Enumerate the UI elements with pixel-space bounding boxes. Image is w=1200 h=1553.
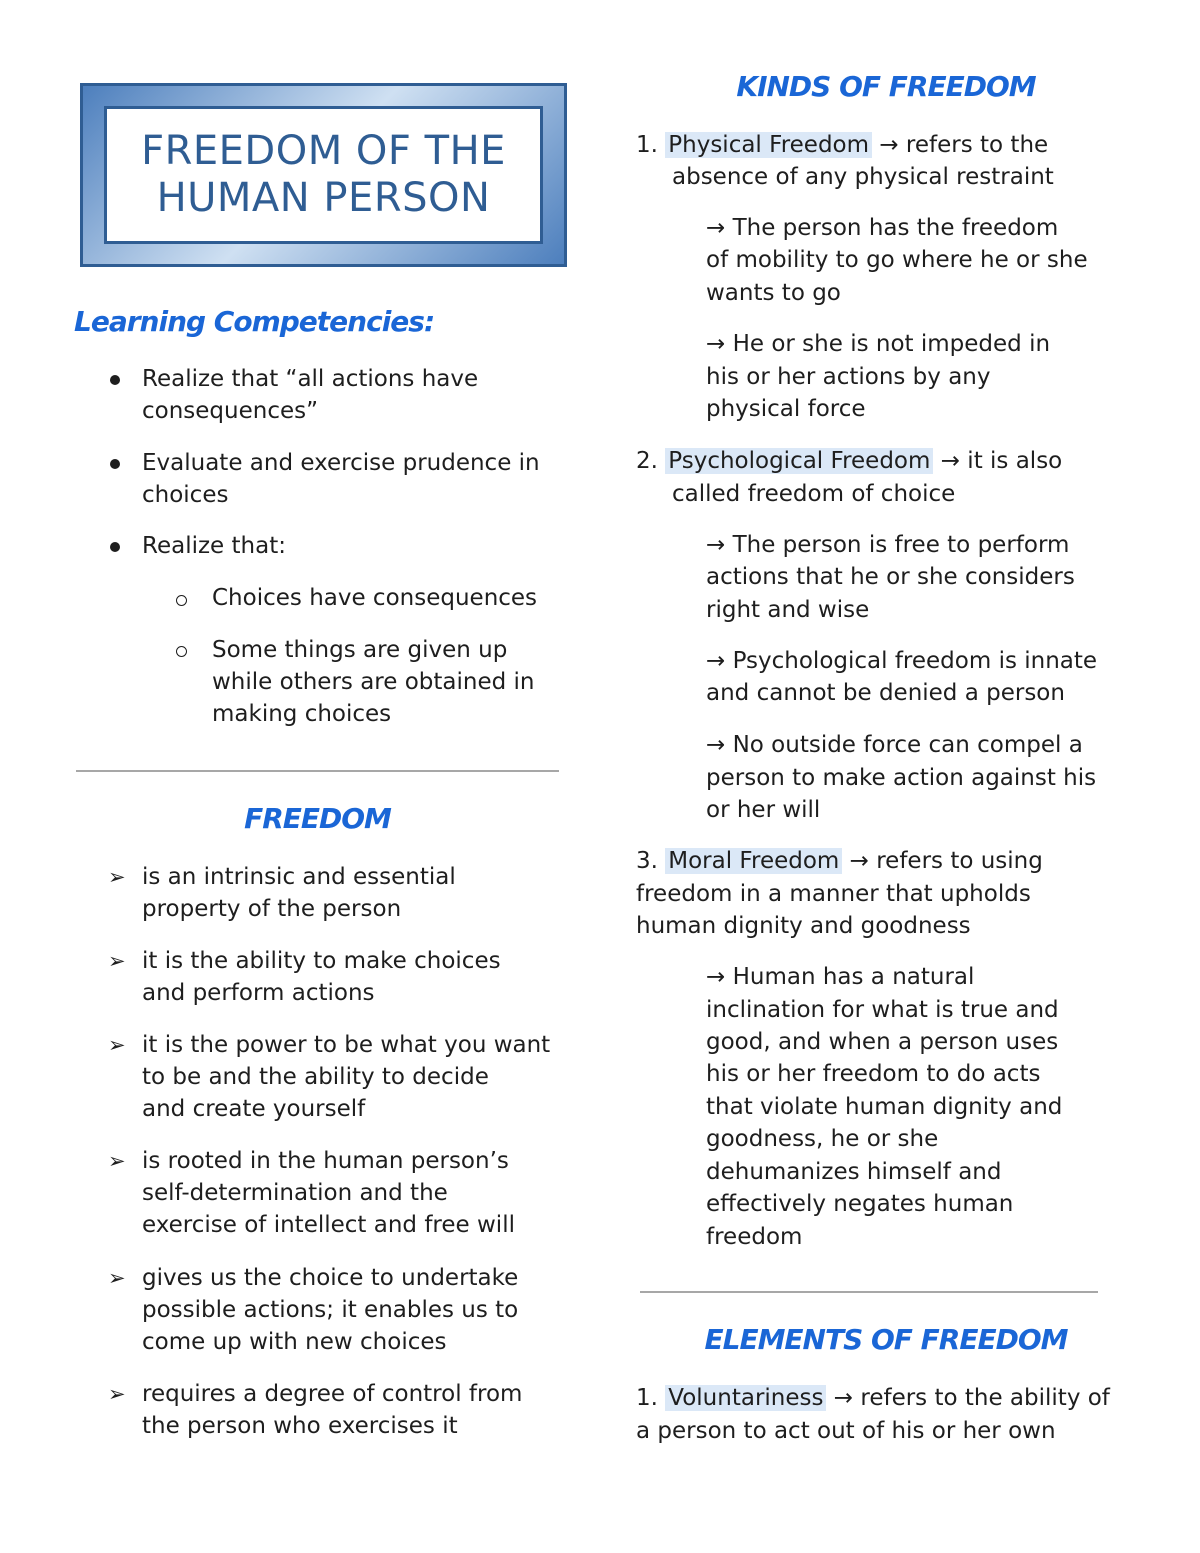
freedom-point-5-line-3: come up with new choices [142,1329,447,1355]
moral-sub-line-5: that violate human dignity and [706,1094,1063,1120]
freedom-point-1-line-1: is an intrinsic and essential [142,864,456,890]
moral-sub-line-9: freedom [706,1224,803,1250]
arrowhead-bullet-icon: ➢ [108,1033,126,1057]
physical-sub-1-line-1: → The person has the freedom [706,215,1059,241]
moral-sub-line-8: effectively negates human [706,1191,1014,1217]
title-box [80,83,567,267]
moral-sub-line-7: dehumanizes himself and [706,1159,1002,1185]
voluntariness-definition-line-2: a person to act out of his or her own [636,1418,1056,1444]
moral-freedom-definition: → refers to using [849,848,1043,874]
kinds-heading: KINDS OF FREEDOM [736,70,1036,103]
voluntariness-term: Voluntariness [665,1385,826,1411]
freedom-point-6-line-2: the person who exercises it [142,1413,458,1439]
learning-item-1-line-1: Realize that “all actions have [142,366,479,392]
arrowhead-bullet-icon: ➢ [108,1149,126,1173]
learning-sub-2-line-1: Some things are given up [212,637,508,663]
item-number: 2. [636,448,658,474]
bullet-ring-icon [176,646,187,657]
physical-freedom-definition: → refers to the [879,132,1049,158]
physical-freedom-definition-line-2: absence of any physical restraint [672,164,1054,190]
document-title [141,128,506,222]
freedom-point-5-line-1: gives us the choice to undertake [142,1265,519,1291]
item-number: 1. [636,1385,658,1411]
learning-item-3: Realize that: [142,533,286,559]
divider [640,1291,1098,1293]
arrowhead-bullet-icon: ➢ [108,949,126,973]
bullet-dot-icon [110,459,120,469]
learning-item-2-line-2: choices [142,482,229,508]
psychological-sub-1-line-3: right and wise [706,597,870,623]
moral-sub-line-6: goodness, he or she [706,1126,939,1152]
psychological-freedom-definition-line-2: called freedom of choice [672,481,956,507]
learning-sub-1: Choices have consequences [212,585,538,611]
voluntariness-item [636,1382,1110,1415]
psychological-sub-3-line-1: → No outside force can compel a [706,732,1083,758]
freedom-heading: FREEDOM [244,802,391,835]
psychological-sub-3-line-3: or her will [706,797,821,823]
freedom-point-2-line-2: and perform actions [142,980,375,1006]
physical-sub-2-line-1: → He or she is not impeded in [706,331,1051,357]
voluntariness-definition: → refers to the ability of [833,1385,1110,1411]
physical-freedom-term: Physical Freedom [665,132,872,158]
moral-freedom-definition-line-2: freedom in a manner that upholds [636,881,1031,907]
item-number: 1. [636,132,658,158]
learning-item-2-line-1: Evaluate and exercise prudence in [142,450,540,476]
title-line-1: FREEDOM OF THE [141,128,506,174]
learning-sub-2-line-3: making choices [212,701,392,727]
moral-sub-line-4: his or her freedom to do acts [706,1061,1041,1087]
moral-freedom-term: Moral Freedom [665,848,842,874]
divider [76,770,559,772]
elements-heading: ELEMENTS OF FREEDOM [704,1323,1068,1356]
learning-heading: Learning Competencies: [74,305,435,338]
physical-sub-2-line-2: his or her actions by any [706,364,991,390]
freedom-point-4-line-2: self-determination and the [142,1180,448,1206]
arrowhead-bullet-icon: ➢ [108,865,126,889]
bullet-dot-icon [110,542,120,552]
psychological-freedom-definition: → it is also [940,448,1063,474]
freedom-point-3-line-2: to be and the ability to decide [142,1064,489,1090]
learning-sub-2-line-2: while others are obtained in [212,669,535,695]
title-line-2: HUMAN PERSON [156,175,491,221]
title-inner [104,106,543,244]
freedom-point-5-line-2: possible actions; it enables us to [142,1297,519,1323]
psychological-sub-3-line-2: person to make action against his [706,765,1097,791]
freedom-point-4-line-1: is rooted in the human person’s [142,1148,509,1174]
freedom-point-3-line-3: and create yourself [142,1096,366,1122]
freedom-point-2-line-1: it is the ability to make choices [142,948,501,974]
arrowhead-bullet-icon: ➢ [108,1266,126,1290]
physical-sub-1-line-2: of mobility to go where he or she [706,247,1088,273]
psychological-freedom-term: Psychological Freedom [665,448,933,474]
learning-item-1-line-2: consequences” [142,398,319,424]
bullet-dot-icon [110,375,120,385]
moral-sub-line-3: good, and when a person uses [706,1029,1059,1055]
psychological-sub-2-line-2: and cannot be denied a person [706,680,1065,706]
psychological-freedom-item [636,445,1062,478]
freedom-point-1-line-2: property of the person [142,896,402,922]
physical-sub-1-line-3: wants to go [706,280,841,306]
psychological-sub-2-line-1: → Psychological freedom is innate [706,648,1098,674]
moral-freedom-definition-line-3: human dignity and goodness [636,913,971,939]
freedom-point-4-line-3: exercise of intellect and free will [142,1212,515,1238]
arrowhead-bullet-icon: ➢ [108,1382,126,1406]
moral-freedom-item [636,845,1043,878]
moral-sub-line-1: → Human has a natural [706,964,975,990]
psychological-sub-1-line-1: → The person is free to perform [706,532,1070,558]
physical-freedom-item [636,129,1048,162]
bullet-ring-icon [176,595,187,606]
moral-sub-line-2: inclination for what is true and [706,997,1059,1023]
freedom-point-3-line-1: it is the power to be what you want [142,1032,551,1058]
freedom-point-6-line-1: requires a degree of control from [142,1381,523,1407]
item-number: 3. [636,848,658,874]
psychological-sub-1-line-2: actions that he or she considers [706,564,1075,590]
physical-sub-2-line-3: physical force [706,396,866,422]
